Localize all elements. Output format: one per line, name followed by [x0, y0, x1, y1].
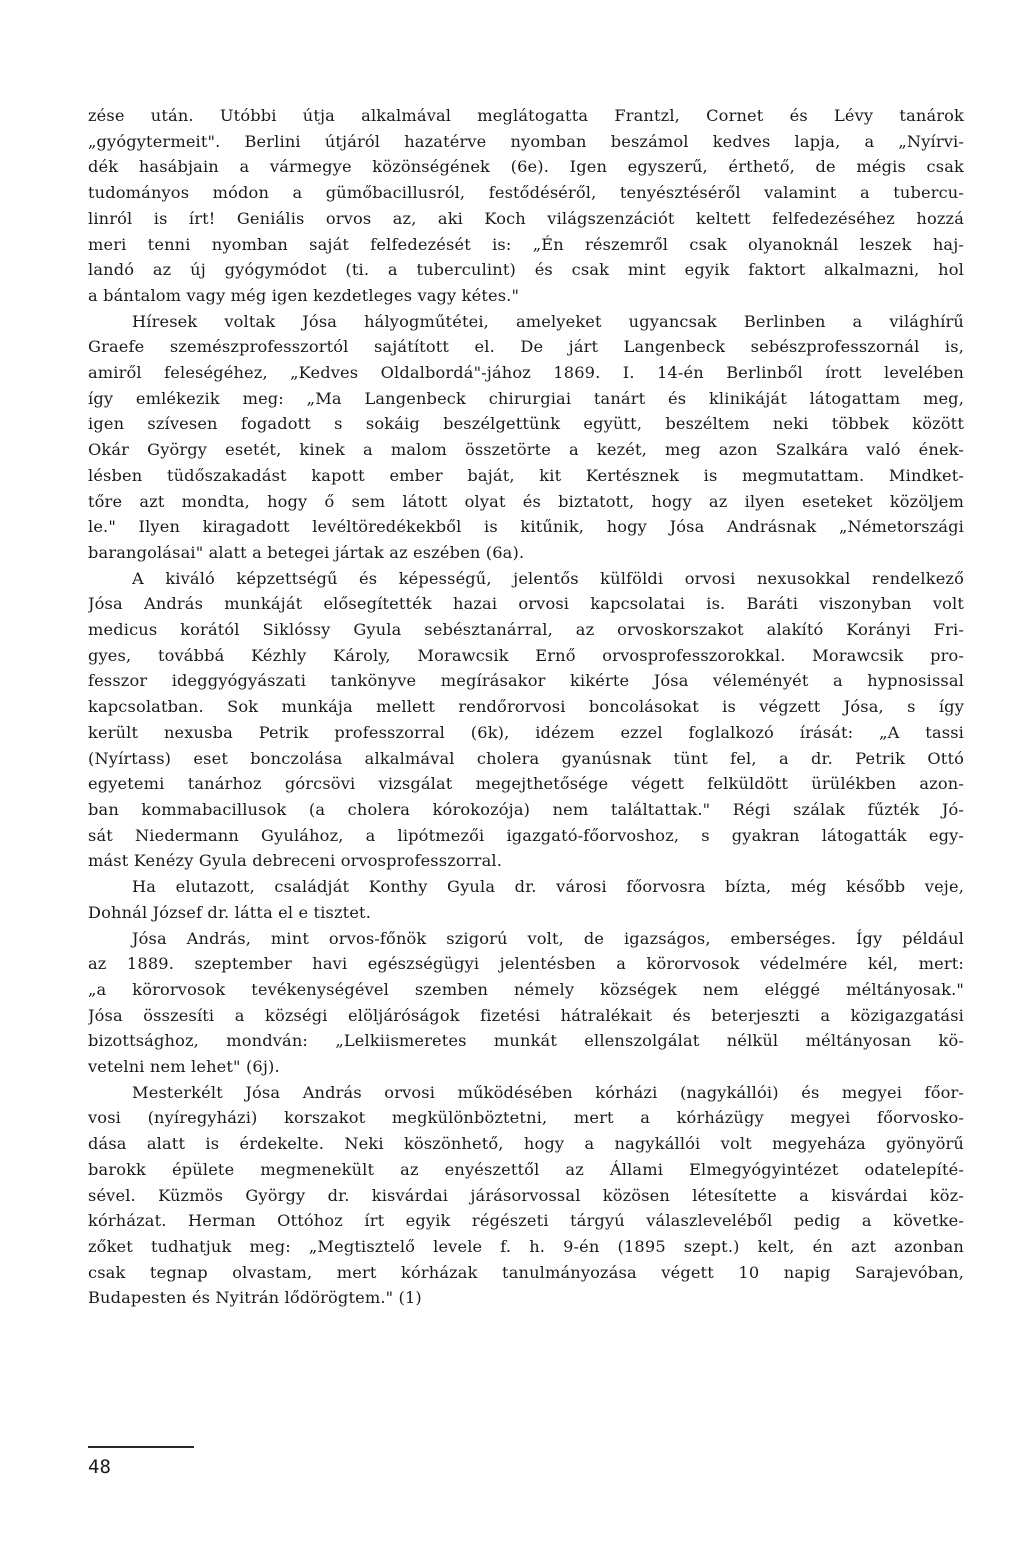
text-line: bizottsághoz, mondván: „Lelkiismeretes munkát ellenszolgálat nélkül méltányosan kö-: [88, 1031, 964, 1051]
text-line: Híresek voltak Jósa hályogműtétei, amelyeket ugyancsak Berlinben a világhírű: [132, 311, 964, 331]
text-line: lésben tüdőszakadást kapott ember baját, kit Kertésznek is megmutattam. Mindket-: [88, 465, 964, 485]
text-line: dék hasábjain a vármegye közönségének (6e). Igen egyszerű, érthető, de mégis csak: [88, 157, 964, 177]
text-line: linról is írt! Geniális orvos az, aki Koch világszenzációt keltett felfedezéséhez hozzá: [88, 208, 964, 228]
paragraph: [88, 566, 964, 874]
text-line: tudományos módon a gümőbacillusról, festődéséről, tenyésztéséről valamint a tubercu-: [88, 183, 964, 203]
page-number: 48: [88, 1456, 111, 1478]
text-line: kórházat. Herman Ottóhoz írt egyik régészeti tárgyú válaszleveléből pedig a követke-: [88, 1211, 964, 1231]
text-line: Dohnál József dr. látta el e tisztet.: [88, 902, 372, 922]
text-line: Ha elutazott, családját Konthy Gyula dr. városi főorvosra bízta, még később veje,: [132, 877, 964, 897]
text-line: landó az új gyógymódot (ti. a tuberculint) és csak mint egyik faktort alkalmazni, hol: [88, 260, 964, 280]
text-line: (Nyírtass) eset bonczolása alkalmával cholera gyanúsnak tünt fel, a dr. Petrik Ottó: [88, 748, 964, 768]
text-line: vosi (nyíregyházi) korszakot megkülönböztetni, mert a kórházügy megyei főorvosko-: [88, 1108, 964, 1128]
paragraph: [88, 309, 964, 566]
text-line: tőre azt mondta, hogy ő sem látott olyat és biztatott, hogy az ilyen eseteket közöljem: [88, 491, 964, 511]
text-line: barangolásai" alatt a betegei jártak az eszében (6a).: [88, 542, 525, 562]
footnote-rule: [88, 1446, 194, 1448]
text-line: igen szívesen fogadott s sokáig beszélgettünk együtt, beszéltem neki többek között: [88, 414, 964, 434]
paragraph: [88, 926, 964, 1080]
text-line: amiről feleségéhez, „Kedves Oldalbordá"-jához 1869. I. 14-én Berlinből írott levelében: [88, 363, 964, 383]
paragraph: [88, 874, 964, 925]
text-line: A kiváló képzettségű és képességű, jelentős külföldi orvosi nexusokkal rendelkező: [132, 568, 964, 588]
text-line: vetelni nem lehet" (6j).: [88, 1057, 280, 1077]
text-line: medicus korától Siklóssy Gyula sebésztanárral, az orvoskorszakot alakító Korányi Fri-: [88, 620, 964, 640]
text-line: Jósa András munkáját elősegítették hazai orvosi kapcsolatai is. Baráti viszonyban volt: [88, 594, 964, 614]
text-line: dása alatt is érdekelte. Neki köszönhető, hogy a nagykállói volt megyeháza gyönyörű: [88, 1134, 964, 1154]
text-line: fesszor ideggyógyászati tankönyve megírásakor kikérte Jósa véleményét a hypnosissal: [88, 671, 964, 691]
text-line: sével. Küzmös György dr. kisvárdai járásorvossal közösen létesítette a kisvárdai köz-: [88, 1185, 964, 1205]
text-line: Graefe szemészprofesszortól sajátított el. De járt Langenbeck sebészprofesszornál is,: [88, 337, 964, 357]
text-line: sát Niedermann Gyulához, a lipótmezői igazgató-főorvoshoz, s gyakran látogatták egy-: [88, 825, 964, 845]
text-line: mást Kenézy Gyula debreceni orvosprofesszorral.: [88, 851, 502, 871]
text-line: kapcsolatban. Sok munkája mellett rendőrorvosi boncolásokat is végzett Jósa, s így: [88, 697, 964, 717]
text-line: Jósa összesíti a községi elöljáróságok fizetési hátralékait és beterjeszti a közigazgatási: [88, 1005, 964, 1025]
text-line: „a körorvosok tevékenységével szemben némely községek nem eléggé méltányosak.": [88, 979, 964, 999]
text-line: barokk épülete megmenekült az enyészettől az Állami Elmegyógyintézet odatelepíté-: [88, 1159, 964, 1179]
page-body: [88, 103, 964, 1311]
text-line: került nexusba Petrik professzorral (6k), idézem ezzel foglalkozó írását: „A tassi: [88, 722, 964, 742]
paragraph: [88, 103, 964, 309]
text-line: Jósa András, mint orvos-főnök szigorú volt, de igazságos, emberséges. Így például: [132, 928, 964, 948]
text-line: ban kommabacillusok (a cholera kórokozója) nem találtattak." Régi szálak fűzték Jó-: [88, 799, 964, 819]
text-line: csak tegnap olvastam, mert kórházak tanulmányozása végett 10 napig Sarajevóban,: [88, 1262, 964, 1282]
text-line: zése után. Utóbbi útja alkalmával meglátogatta Frantzl, Cornet és Lévy tanárok: [88, 106, 964, 125]
paragraph: [88, 1080, 964, 1311]
text-line: meri tenni nyomban saját felfedezését is: „Én részemről csak olyanoknál leszek haj-: [88, 234, 964, 254]
text-line: Mesterkélt Jósa András orvosi működésében kórházi (nagykállói) és megyei főor-: [132, 1082, 964, 1102]
text-line: „gyógytermeit". Berlini útjáról hazatérve nyomban beszámol kedves lapja, a „Nyírvi-: [88, 131, 964, 151]
text-line: Okár György esetét, kinek a malom összetörte a kezét, meg azon Szalkára való ének-: [88, 440, 964, 460]
text-line: Budapesten és Nyitrán lődörögtem." (1): [88, 1288, 422, 1308]
text-line: le." Ilyen kiragadott levéltöredékekből is kitűnik, hogy Jósa Andrásnak „Németországi: [88, 517, 964, 537]
text-line: zőket tudhatjuk meg: „Megtisztelő levele f. h. 9-én (1895 szept.) kelt, én azt azonban: [88, 1236, 964, 1256]
text-line: az 1889. szeptember havi egészségügyi jelentésben a körorvosok védelmére kél, mert:: [88, 954, 964, 974]
text-line: így emlékezik meg: „Ma Langenbeck chirurgiai tanárt és klinikáját látogattam meg,: [88, 388, 964, 408]
text-line: egyetemi tanárhoz górcsövi vizsgálat megejthetősége végett felküldött ürülékben azon-: [88, 774, 964, 794]
text-line: gyes, továbbá Kézhly Károly, Morawcsik Ernő orvosprofesszorokkal. Morawcsik pro-: [88, 645, 964, 665]
text-line: a bántalom vagy még igen kezdetleges vagy kétes.": [88, 285, 520, 305]
